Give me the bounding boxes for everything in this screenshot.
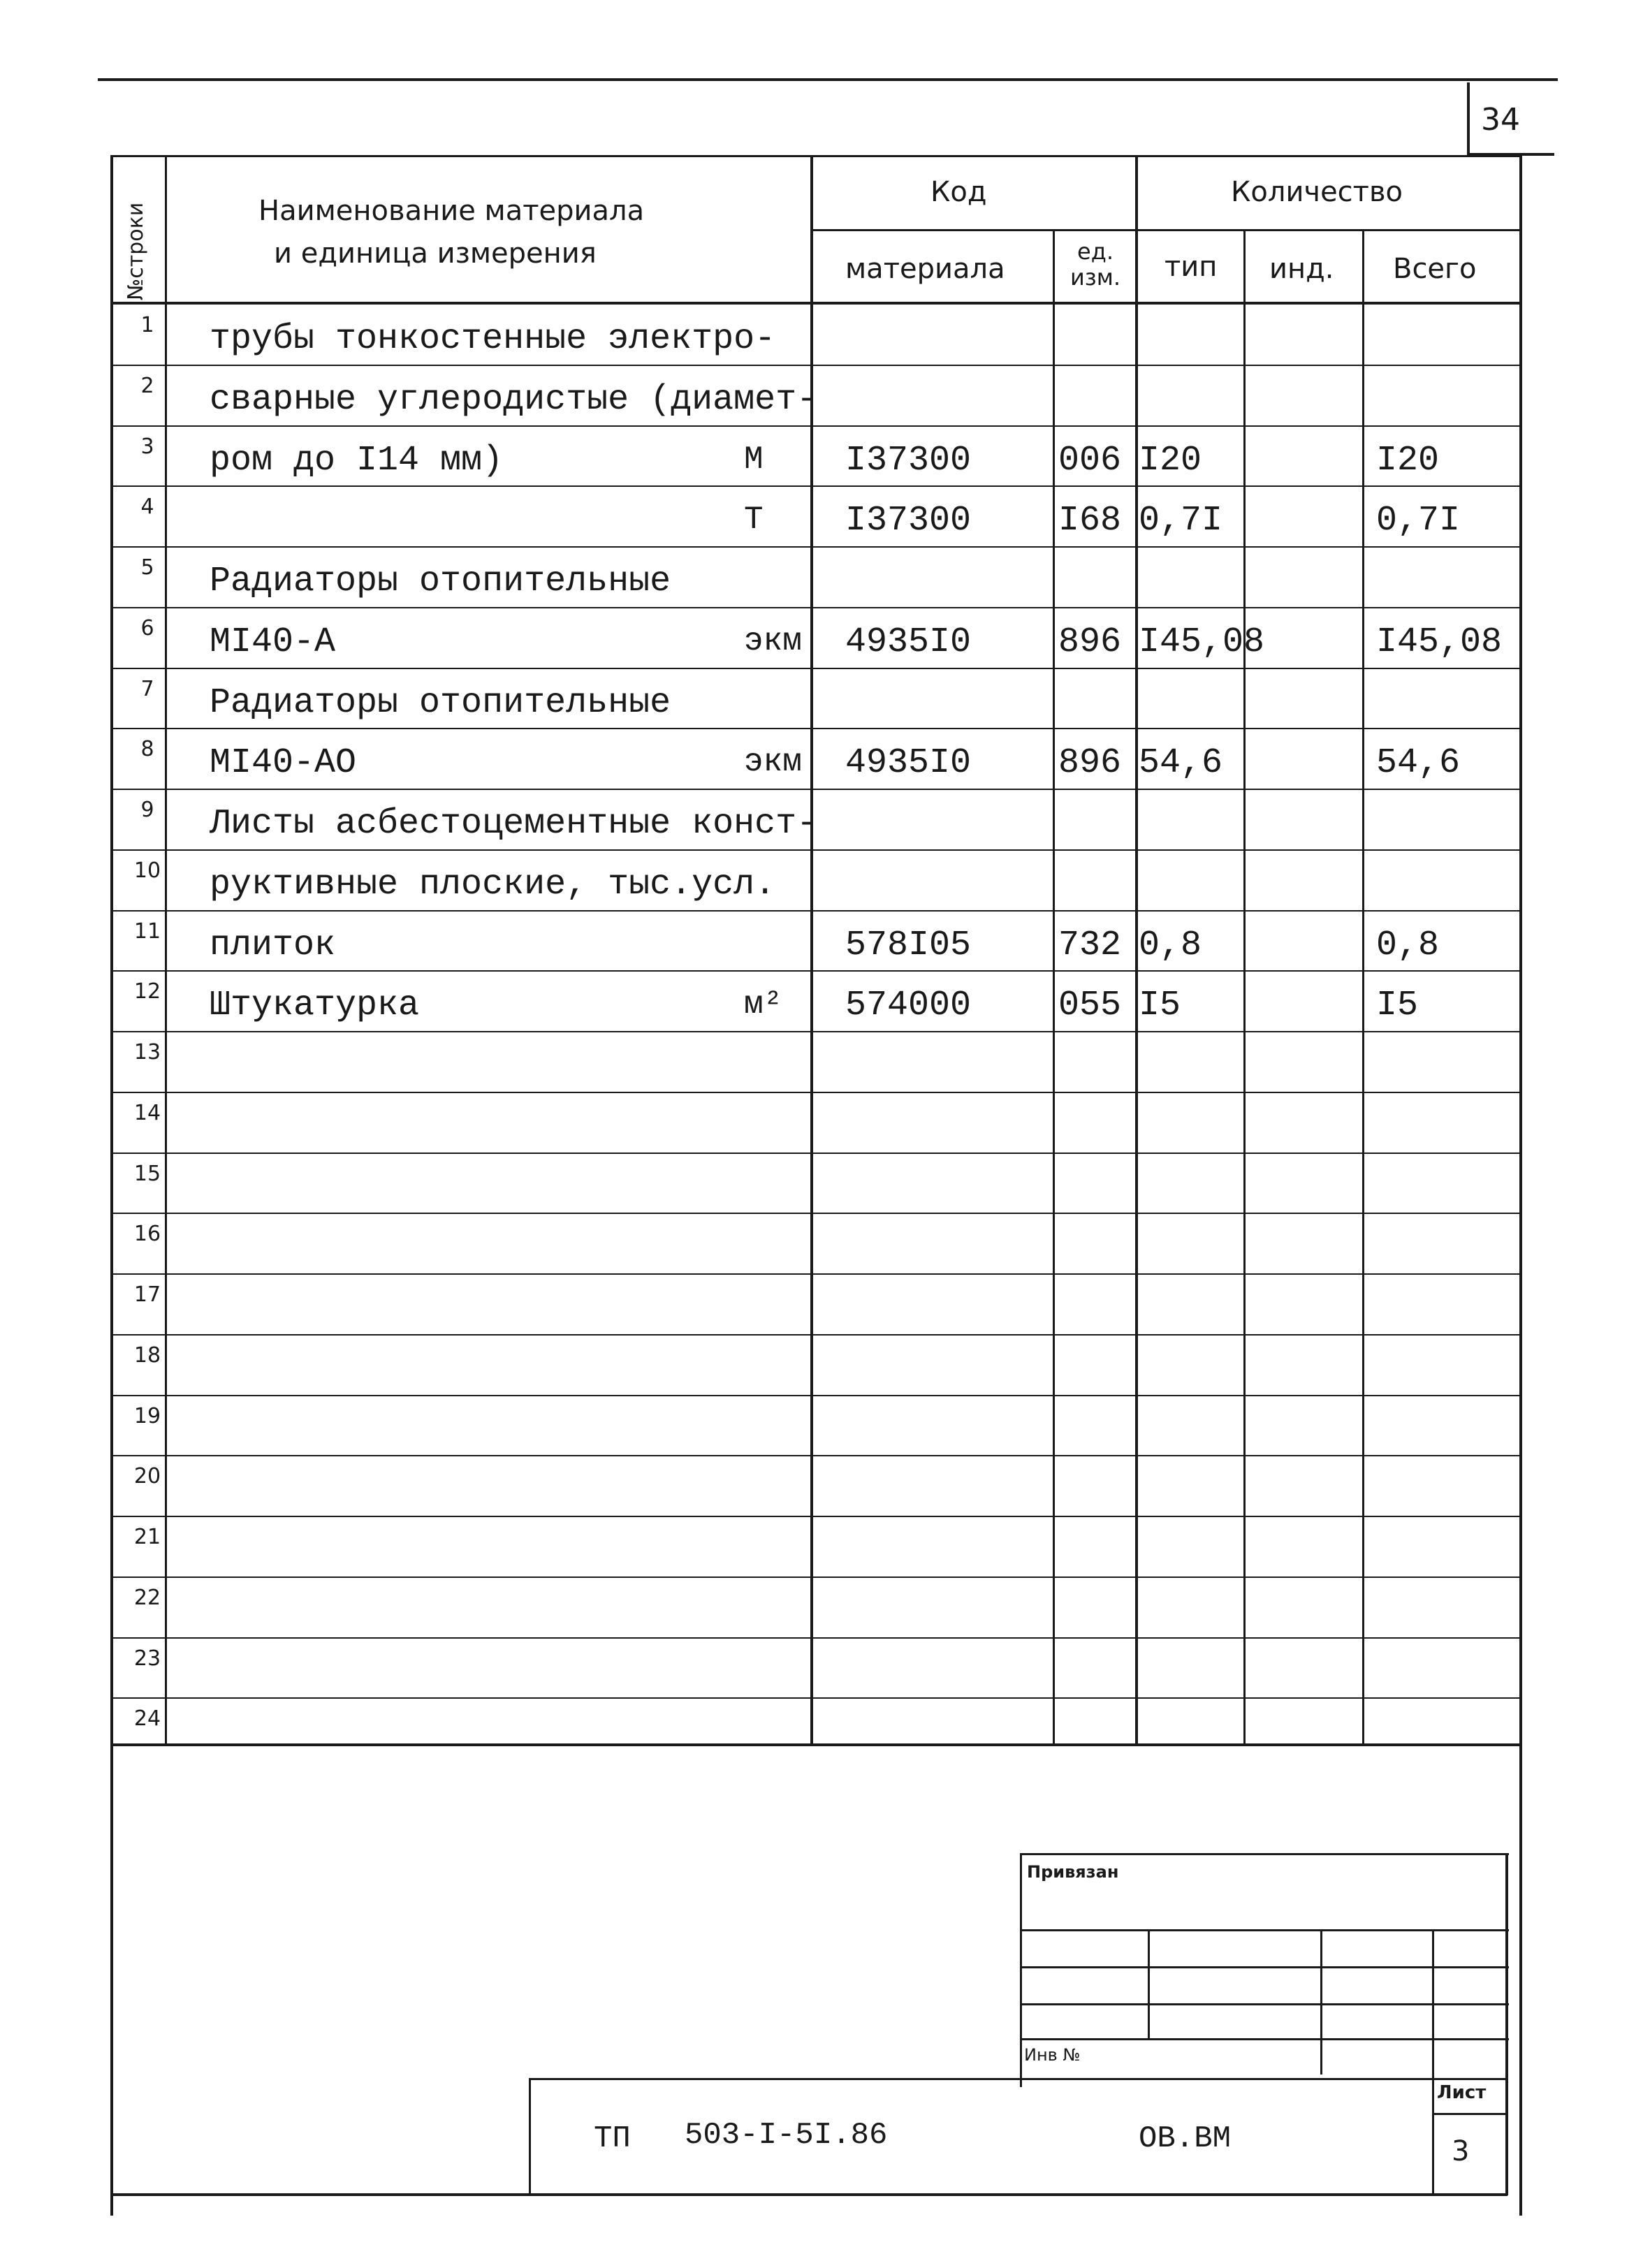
header-material: материала bbox=[845, 253, 1005, 285]
row-number: 2 bbox=[140, 373, 154, 398]
row-separator bbox=[110, 1153, 1521, 1154]
row-number: 18 bbox=[133, 1342, 161, 1368]
row-separator bbox=[110, 668, 1521, 669]
stamp-main-left bbox=[529, 2078, 531, 2193]
table-top-border bbox=[110, 155, 1521, 157]
cell-name: Листы асбестоцементные конст- bbox=[210, 804, 818, 844]
row-number: 16 bbox=[133, 1222, 161, 1247]
cell-name: МI40-А bbox=[210, 622, 336, 662]
row-number: 12 bbox=[133, 979, 161, 1004]
row-number: 14 bbox=[133, 1100, 161, 1125]
cell-material-code: 574000 bbox=[845, 986, 972, 1026]
cell-type-qty: 0,7I bbox=[1139, 501, 1223, 541]
cell-name: Радиаторы отопительные bbox=[210, 562, 671, 601]
header-type: тип bbox=[1165, 251, 1218, 283]
header-code: Код bbox=[930, 176, 987, 208]
cell-name: Радиаторы отопительные bbox=[210, 682, 671, 723]
row-separator bbox=[110, 485, 1521, 487]
row-separator bbox=[110, 1092, 1521, 1093]
cell-unit-label: экм bbox=[744, 744, 802, 781]
table-right-border bbox=[1519, 155, 1522, 2216]
row-separator bbox=[110, 1697, 1521, 1699]
table-left-border bbox=[110, 155, 113, 2216]
row-separator bbox=[110, 1576, 1521, 1578]
row-separator bbox=[110, 425, 1521, 427]
cell-total-qty: I20 bbox=[1376, 440, 1440, 481]
stamp-doc-suffix: ОВ.ВМ bbox=[1139, 2121, 1232, 2156]
header-unit: ед. изм. bbox=[1069, 238, 1121, 291]
cell-type-qty: 54,6 bbox=[1139, 743, 1223, 784]
cell-type-qty: 0,8 bbox=[1139, 925, 1202, 965]
row-number: 8 bbox=[140, 737, 154, 762]
row-separator bbox=[110, 607, 1521, 608]
row-separator bbox=[110, 910, 1521, 912]
row-separator bbox=[110, 789, 1521, 790]
cell-total-qty: I5 bbox=[1376, 986, 1419, 1026]
row-separator bbox=[110, 970, 1521, 972]
stamp-sheet-label: Лист bbox=[1437, 2082, 1487, 2103]
cell-unit-code: 006 bbox=[1058, 440, 1122, 481]
cell-total-qty: I45,08 bbox=[1376, 622, 1503, 662]
stamp-sheet-number: 3 bbox=[1452, 2135, 1470, 2167]
row-number: 15 bbox=[133, 1161, 161, 1186]
cell-material-code: 4935I0 bbox=[845, 622, 972, 662]
row-number: 7 bbox=[140, 676, 154, 701]
row-number: 3 bbox=[140, 434, 154, 459]
row-separator bbox=[110, 1031, 1521, 1032]
cell-name: ром до I14 мм) bbox=[210, 440, 504, 481]
stamp-frame-left bbox=[1020, 1853, 1022, 2087]
cell-name: плиток bbox=[210, 925, 336, 965]
stamp-bottom bbox=[110, 2193, 1507, 2196]
stamp-main-top bbox=[529, 2078, 1507, 2080]
cell-total-qty: 0,8 bbox=[1376, 925, 1440, 965]
row-number: 10 bbox=[133, 858, 161, 883]
row-separator bbox=[110, 1395, 1521, 1396]
row-number: 13 bbox=[133, 1040, 161, 1065]
row-number: 1 bbox=[140, 313, 154, 337]
row-separator bbox=[110, 1516, 1521, 1517]
cell-name: руктивные плоские, тыс.усл. bbox=[210, 864, 776, 905]
header-row-no: №строки bbox=[124, 202, 148, 300]
row-number: 17 bbox=[133, 1282, 161, 1307]
row-separator bbox=[110, 546, 1521, 548]
cell-name: Штукатурка bbox=[210, 986, 420, 1026]
row-number: 20 bbox=[133, 1464, 161, 1489]
row-number: 11 bbox=[133, 919, 161, 944]
header-quantity: Количество bbox=[1231, 176, 1403, 208]
cell-total-qty: 0,7I bbox=[1376, 501, 1461, 541]
stamp-doc-code: 503-I-5I.86 bbox=[685, 2118, 888, 2153]
cell-name: МI40-АО bbox=[210, 743, 357, 784]
cell-unit-code: 055 bbox=[1058, 986, 1122, 1026]
table-body-bottom bbox=[110, 1743, 1521, 1746]
cell-name: трубы тонкостенные электро- bbox=[210, 319, 776, 359]
cell-unit-code: 896 bbox=[1058, 622, 1122, 662]
top-rule bbox=[98, 78, 1558, 81]
row-number: 22 bbox=[133, 1585, 161, 1610]
cell-total-qty: 54,6 bbox=[1376, 743, 1461, 784]
stamp-inv-label: Инв № bbox=[1024, 2045, 1081, 2065]
cell-type-qty: I5 bbox=[1139, 986, 1181, 1026]
cell-unit-code: I68 bbox=[1058, 501, 1122, 541]
row-number: 4 bbox=[140, 495, 154, 520]
cell-material-code: 578I05 bbox=[845, 925, 972, 965]
cell-material-code: I37300 bbox=[845, 440, 972, 481]
row-separator bbox=[110, 365, 1521, 366]
cell-unit-code: 732 bbox=[1058, 925, 1122, 965]
row-separator bbox=[110, 1637, 1521, 1639]
row-separator bbox=[110, 1334, 1521, 1336]
row-number: 19 bbox=[133, 1403, 161, 1428]
cell-unit-label: м² bbox=[744, 986, 783, 1023]
cell-unit-label: М bbox=[744, 441, 764, 478]
row-separator bbox=[110, 1213, 1521, 1214]
cell-material-code: I37300 bbox=[845, 501, 972, 541]
row-number: 9 bbox=[140, 798, 154, 822]
row-separator bbox=[110, 728, 1521, 729]
header-total: Всего bbox=[1393, 253, 1477, 285]
row-separator bbox=[110, 1455, 1521, 1456]
cell-type-qty: I20 bbox=[1139, 440, 1202, 481]
cell-type-qty: I45,08 bbox=[1139, 622, 1265, 662]
row-number: 6 bbox=[140, 615, 154, 641]
row-separator bbox=[110, 849, 1521, 851]
header-name-line1: Наименование материала bbox=[258, 195, 645, 227]
stamp-doc-prefix: ТП bbox=[594, 2121, 631, 2156]
row-number: 21 bbox=[133, 1525, 161, 1549]
stamp-bound-label: Привязан bbox=[1027, 1862, 1119, 1882]
page-number: 34 bbox=[1481, 102, 1520, 138]
row-number: 24 bbox=[133, 1706, 161, 1732]
cell-unit-label: экм bbox=[744, 622, 802, 659]
header-individual: инд. bbox=[1269, 253, 1334, 285]
cell-material-code: 4935I0 bbox=[845, 743, 972, 784]
row-separator bbox=[110, 1273, 1521, 1275]
cell-unit-code: 896 bbox=[1058, 743, 1122, 784]
cell-name: сварные углеродистые (диамет- bbox=[210, 379, 818, 420]
cell-unit-label: Т bbox=[744, 502, 764, 539]
row-number: 5 bbox=[140, 555, 154, 580]
row-number: 23 bbox=[133, 1646, 161, 1671]
header-name-line2: и единица измерения bbox=[274, 237, 597, 270]
